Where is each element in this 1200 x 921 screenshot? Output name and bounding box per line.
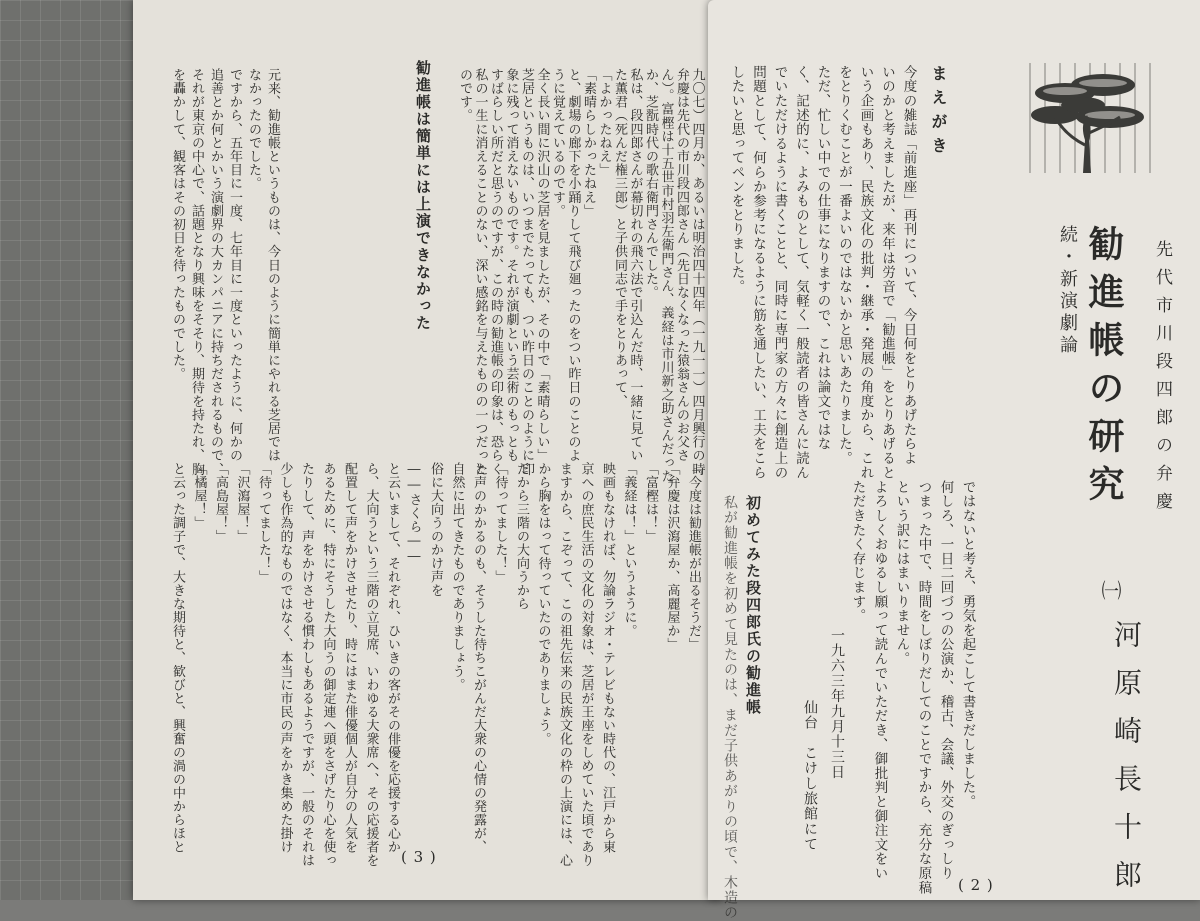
body-column: 「待ってました！」: [256, 462, 271, 584]
body-column: 「橘屋！」: [191, 462, 207, 530]
section-heading-shibai: 勧進帳は簡単には上演できなかった: [414, 60, 432, 332]
preface-column: 何しろ、一日二回づつの公演か、稽古、会議、外交のぎっしり: [937, 480, 954, 881]
body-column: 追善とか何とかいう演劇界の大カンパニアに持ちだされるもので、: [208, 68, 223, 476]
preface-column: いう企画もあり、民族文化の批判・継承・発展の角度から、これ: [857, 65, 874, 480]
preface-column: 問題として、何らか参考になるように筋を通したい、工夫をこら: [750, 65, 766, 480]
section-heading-first-look: 初めてみた段四郎氏の勧進帳: [744, 495, 762, 716]
body-column: 「富樫は！」: [643, 462, 658, 543]
preface-column: ただきたく存じます。: [849, 480, 866, 623]
body-column: 芝居というものは、いつまでたっても、つい昨日のことのように印: [519, 68, 534, 476]
left-page: [133, 0, 723, 900]
body-column: を轟かして、観客はその初日を待ったものでした。: [170, 68, 185, 381]
body-column: ですから、五年目に一度、七年目に一度といったように、何かの: [227, 68, 242, 463]
author-name: 河原崎長十郎: [1110, 620, 1143, 908]
body-column: と云いまして、それぞれ、ひいきの客がその俳優を応援する心か: [385, 462, 400, 854]
body-column: ――さくら――: [406, 462, 422, 565]
body-column: と云った調子で、大きな期待と、歓びと、興奮の渦の中からほと: [170, 462, 185, 854]
body-column: あるために、特にそうした大向うの御定連へ頭をさげたり心を使っ: [320, 462, 336, 867]
body-column: 私の一生に消えることのない、深い感銘を与えたものの一つだった: [472, 68, 488, 476]
body-column: だから三階の大向うから: [514, 462, 529, 611]
body-column: 「待ってました！」: [492, 462, 508, 584]
body-column: と声のかかるのも、そうした待ちこがんだ大衆の心情の発露が、: [471, 462, 486, 854]
body-column: と、劇場の廊下を小踊りして飛び廻ったのをつい昨日のことのよ: [565, 68, 581, 463]
body-column: か、芝翫時代の歌右衛門さんでした。: [643, 68, 658, 300]
volume-mark: ㈠: [1098, 580, 1122, 600]
body-column: すばらしい所だと思うのですが、この時の勧進帳の印象は、恐らく: [488, 68, 503, 476]
body-column: から胸をはって待っていたのでありましょう。: [535, 462, 551, 746]
body-column: のです。: [457, 68, 472, 123]
preface-column: ではないと考え、勇気を起こして書きだしました。: [959, 480, 976, 809]
preface-place: 仙台 こけし旅館にて: [802, 700, 818, 852]
body-column: 「今度は勧進帳が出るそうだ」: [686, 462, 701, 651]
preface-column: よろしくおゆるし願って読んでいただき、御批判と御注文をい: [871, 480, 888, 881]
body-column: うに覚えているのです。: [550, 68, 565, 218]
preface-column: でいただけるように書くことと、同時に専門家の方々に創造上の: [771, 65, 788, 480]
body-column: 少しも作為的なものではなく、本当に市民の声をかき集めた掛け: [277, 462, 293, 854]
body-column: 象に残って消えないものです。それが演劇という芸術のもっとも: [503, 68, 519, 463]
page-number-left: ( 3 ): [401, 848, 437, 866]
body-column: ら、大向うという三階の立見席、いわゆる大衆席へ、その応援者を: [363, 462, 379, 867]
preface-column: 今度の雑誌「前進座」再刊について、今日何をとりあげたらよ: [900, 65, 917, 466]
body-column: 自然に出てきたものでありましょう。: [449, 462, 465, 692]
body-column: 映画もなければ、勿論ラジオ・テレビもない時代の、江戸から東: [600, 462, 615, 854]
body-column: 元来、勧進帳というものは、今日のように簡単にやれる芝居では: [265, 68, 280, 463]
body-column: 「義経は！」というように。: [621, 462, 637, 638]
preface-column: く、記述的に、よみものとして、気軽く一般読者の皆さんに読ん: [793, 65, 809, 480]
body-column: ますから、こぞって、この祖先伝来の民族文化の枠の上演には、心: [557, 462, 572, 867]
pine-tree-illustration: [1025, 55, 1155, 180]
section-first-column: 私が勧進帳を初めて見たのは、まだ子供あがりの頃で、木造の: [722, 495, 738, 921]
preface-column: いのかと考えましたが、来年は労音で「勧進帳」をとりあげると: [879, 65, 895, 480]
body-column: 「高島屋！」: [213, 462, 228, 543]
body-column: なかったのでした。: [246, 68, 261, 191]
preface-column: ただ、忙しい中での仕事になりますので、これは論文ではな: [814, 65, 831, 452]
preface-column: つまった中で、時間をしぼりだしてのことですから、充分な原稿: [915, 480, 932, 895]
main-title: 勧進帳の研究: [1083, 225, 1124, 513]
body-column: 「沢瀉屋！」: [234, 462, 250, 543]
body-column: 全く長い間に沢山の芝居を見ましたが、その中で「素晴らしい」: [534, 68, 550, 463]
body-column: 俗に大向うのかけ声を: [428, 462, 443, 597]
body-column: 京への庶民生活の文化の対象は、芝居が王座をしめていた頃であり: [578, 462, 594, 867]
page-number-right: ( 2 ): [958, 876, 994, 894]
subtitle: 先代市川段四郎の弁慶: [1152, 240, 1172, 520]
body-column: 「よかったねえ」: [596, 68, 612, 177]
body-column: た薫君（死んだ権三郎）と子供同志で手をとりあって、: [612, 68, 627, 408]
preface-column: をとりくむことが一番よいのではないかと思いあたりました。: [836, 65, 852, 466]
body-column: 配置して声をかけさせたり、時にはまた俳優個人が自分の人気を: [342, 462, 357, 854]
body-column: 九〇七）四月か、あるいは明治四十四年（一九一一）四月興行の時: [689, 68, 705, 476]
body-column: ん）。富樫は十五世市村羽左衛門さん、義経は市川新之助さんだった: [658, 68, 674, 484]
body-column: 私は、段四郎さんが幕切れの飛六法で引込んだ時、一緒に見てい: [627, 68, 643, 463]
body-column: それが東京の中心で、話題となり興味をそそり、期待を持たれ、胸: [189, 68, 204, 476]
body-column: 弁慶は先代の市川段四郎さん（先日なくなった猿翁さんのお父さ: [674, 68, 689, 463]
body-column: 「素晴らしかったねえ」: [581, 68, 596, 218]
series-title: 続・新演劇論: [1057, 225, 1078, 357]
body-column: 「弁慶は沢瀉屋か、高麗屋か」: [664, 462, 680, 651]
preface-heading: まえがき: [929, 65, 948, 161]
body-column: たりして、声をかけさせる慣わしもあるようですが、一般のそれは: [299, 462, 314, 867]
preface-column: したいと思ってペンをとりました。: [728, 65, 745, 294]
preface-column: という訳にはまいりません。: [893, 480, 910, 666]
preface-date: 一九六三年九月十三日: [829, 628, 845, 780]
